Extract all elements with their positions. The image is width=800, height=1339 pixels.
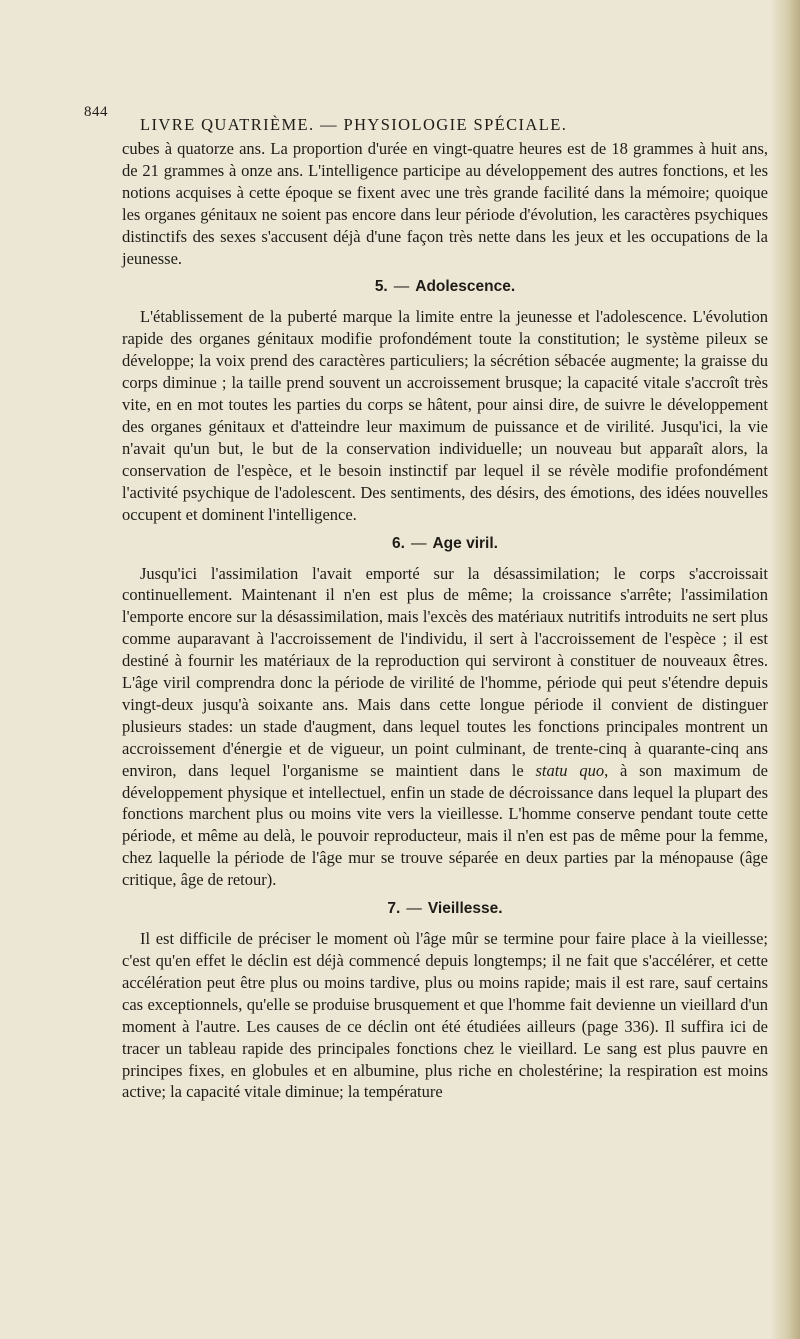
section-heading-age-viril [122, 534, 768, 554]
paragraph-intro: cubes à quatorze ans. La proportion d'urée en vingt-quatre heures est de 18 grammes à huit ans, de 21 grammes à onze ans. L'intelligence participe au développement des autres fonctions, et les notions acquises à cette époque se fixent avec une très grande facilité dans la mémoire; quoique les organes génitaux ne soient pas encore dans leur période d'évolution, les caractères psychiques distinctifs des sexes s'accusent déjà d'une façon très nette dans les jeux et les occupations de la jeunesse. [122, 139, 768, 268]
section-number: 5. [374, 278, 388, 296]
section-heading-adolescence [122, 277, 768, 297]
italic-term: statu quo [535, 760, 605, 780]
dash: — [393, 278, 410, 296]
page-edge-shadow [770, 0, 800, 1339]
paragraph-age-viril [122, 563, 768, 892]
paragraph-text: Jusqu'ici l'assimilation l'avait emporté sur la désassimilation; le corps s'accroissait continuellement. Maintenant il n'en est plus de même; la croissance s'arrête; l'assimilation l'emporte encore sur la désassimilation, mais l'excès des matériaux nutritifs introduits ne sert plus comme auparavant à l'accroissement de l'individu, il sert à l'accroissement de l'espèce ; il est destiné à fournir les matériaux de la reproduction qui serviront à constituer de nouveaux êtres. L'âge viril comprendra donc la période de virilité de l'homme, période qui peut s'étendre depuis vingt-deux jusqu'à soixante ans. Mais dans cette longue période il convient de distinguer plusieurs stades: un stade d'augment, dans lequel toutes les fonctions principales montrent un accroissement d'énergie et de vigueur, un point culminant, de trente-cinq à quarante-cinq ans environ, dans lequel l'organisme se maintient dans le [122, 563, 768, 780]
body-text [122, 138, 768, 1103]
section-title: Adolescence. [415, 278, 516, 296]
page-number: 844 [84, 104, 108, 120]
paragraph-adolescence: L'établissement de la puberté marque la limite entre la jeunesse et l'adolescence. L'évolution rapide des organes génitaux modifie profondément toute la constitution; le système pileux se développe; la voix prend des caractères particuliers; la sécrétion sébacée augmente; la graisse du corps diminue ; la taille prend souvent un accroissement brusque; la capacité vitale s'accroît très vite, en en mot toutes les parties du corps se hâtent, pour ainsi dire, de suivre le développement des organes génitaux et d'atteindre leur maximum de puissance et de virilité. Jusqu'ici, la vie n'avait qu'un but, le but de la conservation individuelle; un nouveau but apparaît alors, la conservation de l'espèce, et le besoin instinctif par lequel il se révèle modifie profondément l'activité psychique de l'adolescent. Des sentiments, des désirs, des émotions, des idées nouvelles occupent et dominent l'intelligence. [122, 307, 768, 524]
paragraph-vieillesse: Il est difficile de préciser le moment où l'âge mûr se termine pour faire place à la vieillesse; c'est qu'en effet le déclin est déjà commencé depuis longtemps; il ne fait que s'accélérer, et cette accélération peut être plus ou moins tardive, plus ou moins rapide; mais il est rare, sauf certains cas exceptionnels, qu'elle se produise brusquement et que l'homme fait devienne un vieillard d'un moment à l'autre. Les causes de ce déclin ont été étudiées ailleurs (page 336). Il suffira ici de tracer un tableau rapide des principales fonctions chez le vieillard. Le sang est plus pauvre en principes fixes, en globules et en albumine, plus riche en cholestérine; la respiration est moins active; la capacité vitale diminue; la température [122, 929, 768, 1102]
section-title: Vieillesse. [427, 900, 503, 918]
dash: — [406, 900, 422, 918]
section-number: 6. [392, 534, 405, 552]
section-number: 7. [387, 900, 401, 918]
running-title: LIVRE QUATRIÈME. — PHYSIOLOGIE SPÉCIALE. [140, 115, 568, 134]
section-title: Age viril. [432, 534, 498, 552]
dash: — [410, 534, 427, 552]
section-heading-vieillesse [122, 899, 768, 919]
paragraph-text: , à son maximum de développement physique et intellectuel, enfin un stade de décroissance dans lequel la plupart des fonctions marchent plus ou moins vite vers la vieillesse. L'homme conserve pendant toute cette période, et même au delà, le pouvoir reproducteur, mais il n'en est pas de même pour la femme, chez laquelle la période de l'âge mur se trouve séparée en deux parties par la ménopause (âge critique, âge de retour). [122, 760, 769, 890]
